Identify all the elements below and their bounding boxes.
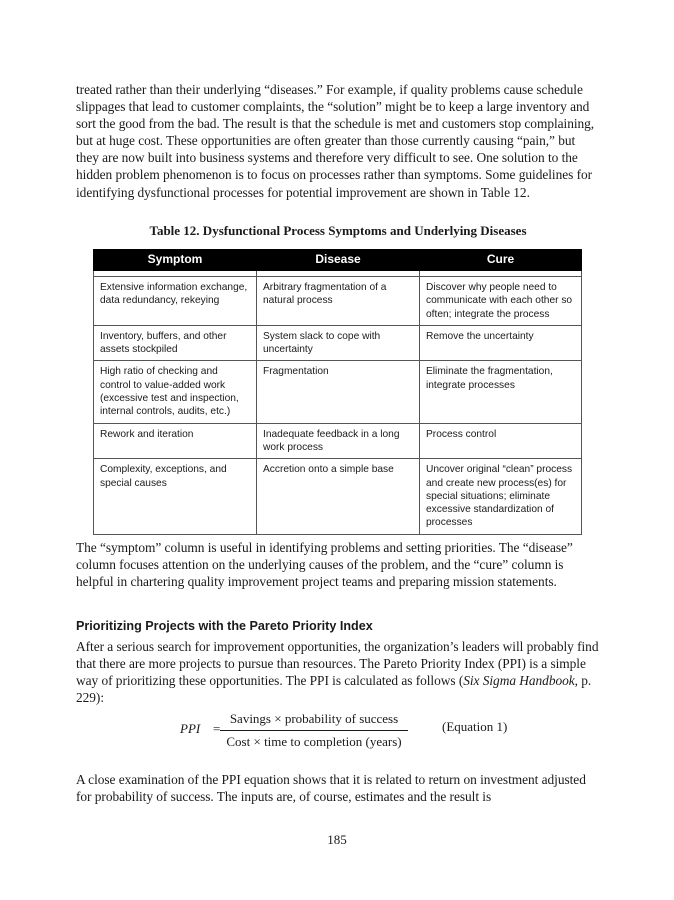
table-header-row xyxy=(94,250,582,271)
cure-cell: Remove the uncertainty xyxy=(420,325,582,361)
after-table-paragraph: The “symptom” column is useful in identifying problems and setting priorities. The “disease” column focuses attention on the underlying causes of the problem, and the “cure” column is helpful in chartering quality improvement project teams and preparing mission statements. xyxy=(76,540,573,590)
disease-cell: Fragmentation xyxy=(257,361,420,423)
ppi-intro-text-end: , p. 229): xyxy=(76,673,592,706)
header-cure: Cure xyxy=(420,250,582,271)
cure-cell: Eliminate the fragmentation, integrate processes xyxy=(420,361,582,423)
symptom-cell: Extensive information exchange, data redundancy, rekeying xyxy=(94,277,257,326)
table-row xyxy=(94,361,582,423)
ppi-equation xyxy=(180,711,540,751)
disease-cell: Inadequate feedback in a long work process xyxy=(257,423,420,459)
disease-cell: Accretion onto a simple base xyxy=(257,459,420,534)
ppi-intro-text: After a serious search for improvement opportunities, the organization’s leaders will probably find that there are more projects to pursue than resources. The Pareto Priority Index (PPI) is a simple way of prioritizing these opportunities. The PPI is calculated as follows ( xyxy=(76,639,599,689)
citation-title: Six Sigma Handbook xyxy=(463,673,575,689)
symptom-cell: High ratio of checking and control to value-added work (excessive test and inspection, internal controls, audits, etc.) xyxy=(94,361,257,423)
table-caption: Table 12. Dysfunctional Process Symptoms and Underlying Diseases xyxy=(149,223,527,238)
symptom-cell: Inventory, buffers, and other assets stockpiled xyxy=(94,325,257,361)
symptoms-table xyxy=(93,249,582,535)
disease-cell: System slack to cope with uncertainty xyxy=(257,325,420,361)
equation-equals: = xyxy=(213,721,221,736)
symptom-cell: Complexity, exceptions, and special causes xyxy=(94,459,257,534)
disease-cell: Arbitrary fragmentation of a natural process xyxy=(257,277,420,326)
ppi-intro-paragraph xyxy=(76,638,600,706)
equation-denominator: Cost × time to completion (years) xyxy=(226,734,402,749)
equation-numerator: Savings × probability of success xyxy=(220,711,408,731)
equation-fraction xyxy=(220,711,408,750)
page-number: 185 xyxy=(327,832,347,847)
table-row xyxy=(94,277,582,326)
table-row xyxy=(94,325,582,361)
equation-label: (Equation 1) xyxy=(442,719,508,734)
header-symptom: Symptom xyxy=(94,250,257,271)
cure-cell: Process control xyxy=(420,423,582,459)
cure-cell: Uncover original “clean” process and create new process(es) for special situations; eliminate excessive standardization of processes xyxy=(420,459,582,534)
symptom-cell: Rework and iteration xyxy=(94,423,257,459)
section-heading: Prioritizing Projects with the Pareto Priority Index xyxy=(76,619,373,633)
cure-cell: Discover why people need to communicate with each other so often; integrate the process xyxy=(420,277,582,326)
table-row xyxy=(94,423,582,459)
intro-paragraph: treated rather than their underlying “diseases.” For example, if quality problems cause schedule slippages that lead to customer complaints, the “solution” might be to keep a large inventory and sort the good from the bad. The result is that the schedule is met and customers stop complaining, but at huge cost. These opportunities are often greater than those currently causing “pain,” but they are now built into business systems and therefore very difficult to see. One solution to the hidden problem phenomenon is to focus on processes rather than symptoms. Some guidelines for identifying dysfunctional processes for potential improvement are shown in Table 12. xyxy=(76,82,595,200)
table-row xyxy=(94,459,582,534)
closing-paragraph: A close examination of the PPI equation shows that it is related to return on investment adjusted for probability of success. The inputs are, of course, estimates and the result is xyxy=(76,772,586,805)
header-disease: Disease xyxy=(257,250,420,271)
equation-lhs: PPI xyxy=(180,721,201,736)
